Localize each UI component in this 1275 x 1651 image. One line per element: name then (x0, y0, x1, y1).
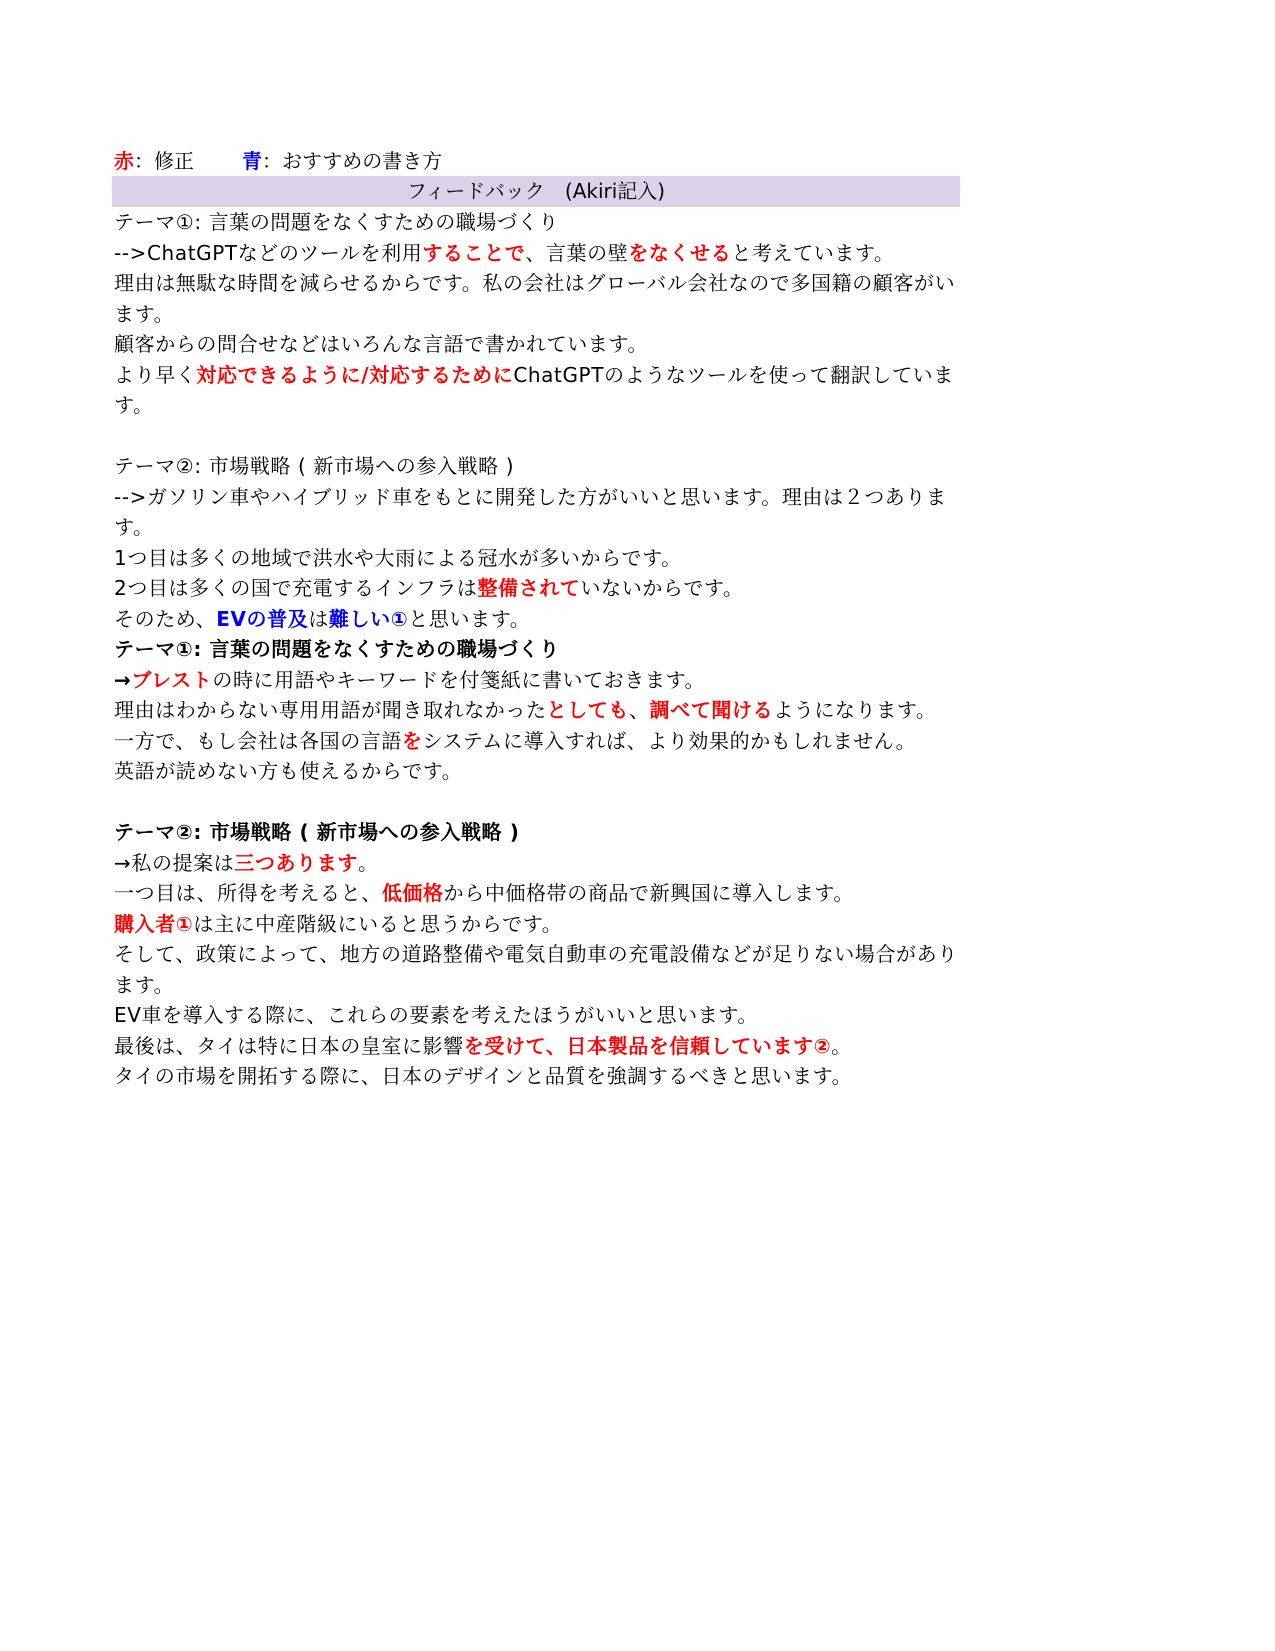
original-paragraph: 1つ目は多くの地域で洪水や大雨による冠水が多いからです。 (114, 545, 682, 570)
color-legend (114, 146, 964, 176)
feedback-banner: フィードバック (Akiri記入) (112, 176, 960, 207)
original-theme2-title: テーマ②: 市場戦略 ( 新市場への参入戦略 ) (114, 454, 515, 478)
second-paragraph: 一つ目は、所得を考えると、低価格から中価格帯の商品で新興国に導入します。 (114, 881, 855, 905)
original-paragraph: -->ChatGPTなどのツールを利用することで、言葉の壁をなくせると考えています。 (114, 240, 895, 265)
original-theme1-title: テーマ①: 言葉の問題をなくすための職場づくり (114, 210, 559, 234)
legend-red-key: 赤 (114, 149, 134, 173)
second-paragraph: 購入者①は主に中産階級にいると思うからです。 (114, 911, 563, 936)
spacer (114, 421, 964, 452)
second-paragraph: EV車を導入する際に、これらの要素を考えたほうがいいと思います。 (114, 1003, 758, 1027)
original-paragraph: そのため、EVの普及は難しい①と思います。 (114, 606, 531, 631)
original-paragraph: 2つ目は多くの国で充電するインフラは整備されていないからです。 (114, 576, 744, 600)
spacer (114, 787, 964, 818)
second-theme1-title: テーマ①: 言葉の問題をなくすための職場づくり (114, 637, 560, 661)
second-paragraph: 理由はわからない専用用語が聞き取れなかったとしても、調べて聞けるようになります。 (114, 698, 937, 722)
second-paragraph: →私の提案は三つあります。 (114, 850, 379, 875)
second-paragraph: →ブレストの時に用語やキーワードを付箋紙に書いておきます。 (114, 667, 706, 692)
legend-blue-key: 青 (242, 149, 262, 173)
second-theme2-title: テーマ②: 市場戦略 ( 新市場への参入戦略 ) (114, 820, 520, 844)
original-paragraph: 理由は無駄な時間を減らせるからです。私の会社はグローバル会社なので多国籍の顧客がいます。 (114, 271, 956, 326)
original-paragraph: より早く対応できるように/対応するためにChatGPTのようなツールを使って翻訳しています。 (114, 362, 954, 417)
original-paragraph: 顧客からの問合せなどはいろんな言語で書かれています。 (114, 332, 648, 356)
second-paragraph: 最後は、タイは特に日本の皇室に影響を受けて、日本製品を信頼しています②。 (114, 1033, 852, 1058)
second-paragraph: そして、政策によって、地方の道路整備や電気自動車の充電設備などが足りない場合があります。 (114, 942, 958, 997)
original-paragraph: -->ガソリン車やハイブリッド車をもとに開発した方がいいと思います。理由は２つあります。 (114, 484, 947, 539)
legend-red-desc: ：修正 (134, 149, 194, 173)
second-paragraph: タイの市場を開拓する際に、日本のデザインと品質を強調するべきと思います。 (114, 1064, 853, 1088)
feedback-document (114, 146, 964, 1092)
second-paragraph: 一方で、もし会社は各国の言語をシステムに導入すれば、より効果的かもしれません。 (114, 728, 917, 753)
second-paragraph: 英語が読めない方も使えるからです。 (114, 759, 463, 783)
legend-blue-desc: ：おすすめの書き方 (262, 149, 443, 173)
